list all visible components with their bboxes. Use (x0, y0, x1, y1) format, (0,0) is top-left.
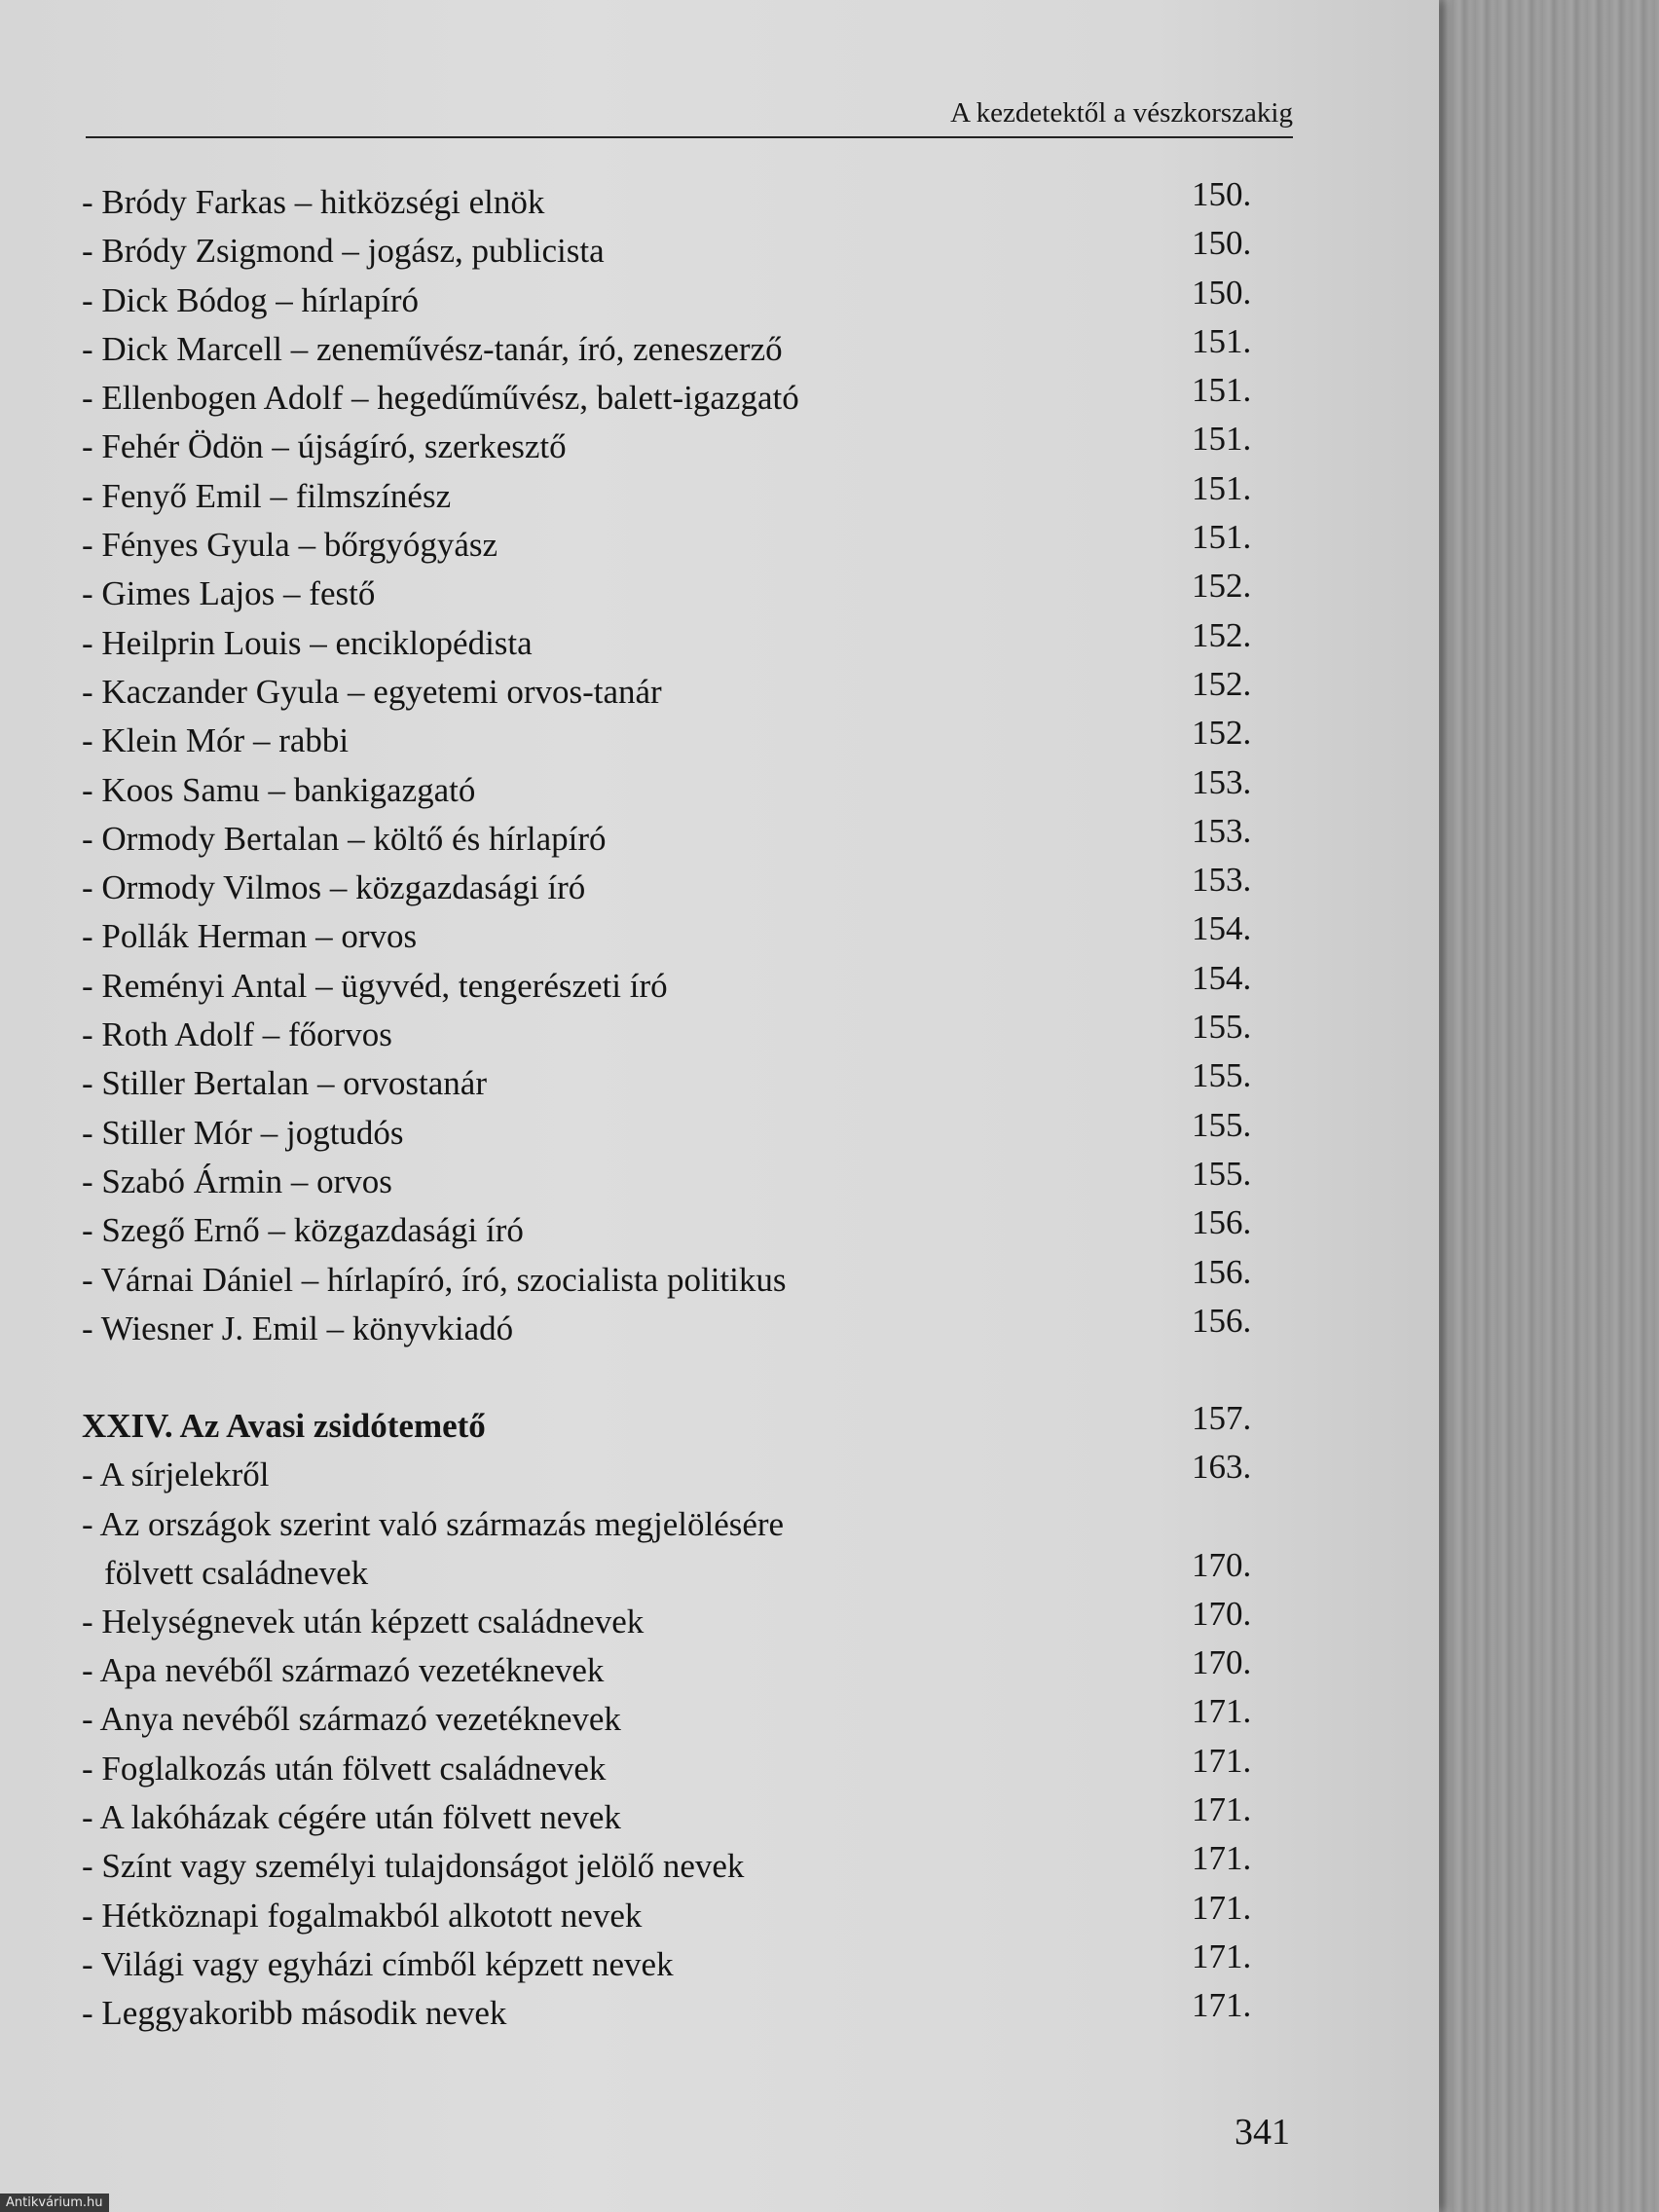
toc-entry (82, 1203, 1270, 1255)
toc-entry (82, 1839, 1270, 1891)
entry-title: - A sírjelekről (82, 1456, 270, 1494)
toc-entry-multiline (82, 1500, 1270, 1598)
entry-page: 152. (1192, 615, 1252, 654)
entry-title: - Szabó Ármin – orvos (82, 1161, 392, 1200)
toc-entry (82, 615, 1270, 668)
entry-page: 170. (1192, 1643, 1252, 1682)
entry-title: - Leggyakoribb második nevek (82, 1994, 507, 2033)
entry-title: - Kaczander Gyula – egyetemi orvos-tanár (82, 672, 662, 711)
section-heading (82, 1399, 1270, 1451)
entry-title: - Várnai Dániel – hírlapíró, író, szocialista politikus (82, 1260, 787, 1299)
section-title: XXIV. Az Avasi zsidótemető (82, 1407, 486, 1446)
entry-page: 171. (1192, 1936, 1252, 1975)
entry-title: - Ormody Bertalan – költő és hírlapíró (82, 819, 607, 858)
entry-page: 151. (1192, 420, 1252, 459)
entry-title: - Koos Samu – bankigazgató (82, 770, 476, 809)
entry-title: - Anya nevéből származó vezetéknevek (82, 1700, 621, 1739)
entry-title: - Stiller Bertalan – orvostanár (82, 1064, 487, 1103)
toc-entry (82, 1252, 1270, 1305)
entry-page: 153. (1192, 811, 1252, 850)
entry-title: - Fényes Gyula – bőrgyógyász (82, 526, 498, 565)
entry-title: - Dick Marcell – zeneművész-tanár, író, zeneszerző (82, 329, 783, 368)
toc-entry (82, 273, 1270, 325)
toc-entry (82, 1008, 1270, 1059)
toc-entry (82, 714, 1270, 765)
toc-entry (82, 1692, 1270, 1744)
toc-entry (82, 468, 1270, 521)
entry-title-line1: - Az országok szerint való származás megjelölésére (82, 1504, 785, 1543)
entry-title: - Ormody Vilmos – közgazdasági író (82, 868, 586, 907)
entry-title: - Bródy Farkas – hitközségi elnök (82, 183, 545, 221)
toc-entry (82, 420, 1270, 471)
entry-title: - Helységnevek után képzett családnevek (82, 1602, 645, 1641)
entry-page: 171. (1192, 1789, 1252, 1828)
running-header (86, 93, 1293, 138)
entry-page: 150. (1192, 175, 1252, 213)
toc-entry (82, 1986, 1270, 2038)
entry-page: 152. (1192, 664, 1252, 703)
entry-page: 151. (1192, 321, 1252, 360)
entry-page: 171. (1192, 1692, 1252, 1731)
toc-entry (82, 1301, 1270, 1353)
entry-page: 171. (1192, 1839, 1252, 1878)
toc-entry (82, 567, 1270, 618)
entry-page: 155. (1192, 1056, 1252, 1095)
toc-entry (82, 958, 1270, 1011)
entry-page: 171. (1192, 1986, 1252, 2025)
entry-page: 151. (1192, 518, 1252, 557)
entry-page: 170. (1192, 1545, 1252, 1584)
entry-page: 156. (1192, 1301, 1252, 1340)
entry-title: - Roth Adolf – főorvos (82, 1015, 392, 1054)
table-of-contents (82, 175, 1270, 2038)
toc-entry (82, 1643, 1270, 1695)
toc-entry (82, 1789, 1270, 1842)
header-title: A kezdetektől a vészkorszakig (950, 97, 1293, 129)
toc-entry (82, 1056, 1270, 1108)
entry-page: 156. (1192, 1203, 1252, 1242)
entry-page: 170. (1192, 1594, 1252, 1633)
entry-title: - Reményi Antal – ügyvéd, tengerészeti író (82, 966, 668, 1005)
entry-title: - Fenyő Emil – filmszínész (82, 476, 452, 515)
toc-entry (82, 1741, 1270, 1793)
entry-page: 155. (1192, 1105, 1252, 1144)
toc-entry (82, 1888, 1270, 1940)
toc-entry (82, 175, 1270, 227)
entry-title: - Bródy Zsigmond – jogász, publicista (82, 232, 605, 271)
toc-entry (82, 321, 1270, 374)
watermark: Antikvárium.hu (0, 2194, 109, 2212)
entry-page: 152. (1192, 714, 1252, 753)
entry-title: - Szegő Ernő – közgazdasági író (82, 1211, 524, 1250)
entry-title: - Ellenbogen Adolf – hegedűművész, balett-igazgató (82, 379, 799, 418)
entry-page: 150. (1192, 224, 1252, 263)
entry-page: 171. (1192, 1888, 1252, 1927)
entry-page: 153. (1192, 861, 1252, 900)
entry-title: - Hétköznapi fogalmakból alkotott nevek (82, 1896, 643, 1935)
toc-entry (82, 1448, 1270, 1499)
entry-page: 156. (1192, 1252, 1252, 1291)
toc-entry (82, 1936, 1270, 1989)
toc-entry (82, 371, 1270, 423)
entry-page: 171. (1192, 1741, 1252, 1780)
entry-title: - Wiesner J. Emil – könyvkiadó (82, 1309, 514, 1347)
entry-page: 150. (1192, 273, 1252, 312)
toc-entry (82, 1594, 1270, 1646)
entry-title: - Heilprin Louis – enciklopédista (82, 623, 533, 662)
entry-page: 151. (1192, 371, 1252, 410)
entry-title: - Apa nevéből származó vezetéknevek (82, 1651, 605, 1690)
entry-page: 151. (1192, 468, 1252, 507)
spacer (82, 1353, 1270, 1402)
entry-title-line2: fölvett családnevek (104, 1553, 369, 1592)
entry-title: - Dick Bódog – hírlapíró (82, 280, 420, 319)
page-number: 341 (1235, 2112, 1290, 2153)
toc-entry (82, 518, 1270, 570)
entry-page: 155. (1192, 1154, 1252, 1193)
entry-title: - Pollák Herman – orvos (82, 917, 418, 956)
entry-title: - Fehér Ödön – újságíró, szerkesztő (82, 427, 567, 466)
entry-title: - Színt vagy személyi tulajdonságot jelölő nevek (82, 1847, 745, 1886)
table-surface (1431, 0, 1659, 2212)
entry-page: 152. (1192, 567, 1252, 606)
section-page: 157. (1192, 1399, 1252, 1438)
entry-page: 153. (1192, 762, 1252, 801)
toc-entry (82, 861, 1270, 912)
toc-entry (82, 224, 1270, 276)
entry-page: 155. (1192, 1008, 1252, 1047)
entry-title: - Foglalkozás után fölvett családnevek (82, 1749, 607, 1788)
entry-title: - Klein Mór – rabbi (82, 721, 350, 760)
entry-page: 154. (1192, 909, 1252, 948)
entry-page: 163. (1192, 1448, 1252, 1487)
toc-entry (82, 1105, 1270, 1158)
toc-entry (82, 1154, 1270, 1206)
entry-title: - A lakóházak cégére után fölvett nevek (82, 1797, 621, 1836)
entry-title (82, 1500, 939, 1598)
toc-entry (82, 811, 1270, 864)
entry-title: - Világi vagy egyházi címből képzett nevek (82, 1944, 674, 1983)
toc-entry (82, 909, 1270, 961)
toc-entry (82, 762, 1270, 815)
toc-entry (82, 664, 1270, 717)
entry-page: 154. (1192, 958, 1252, 997)
entry-title: - Gimes Lajos – festő (82, 574, 376, 613)
entry-title: - Stiller Mór – jogtudós (82, 1113, 404, 1152)
